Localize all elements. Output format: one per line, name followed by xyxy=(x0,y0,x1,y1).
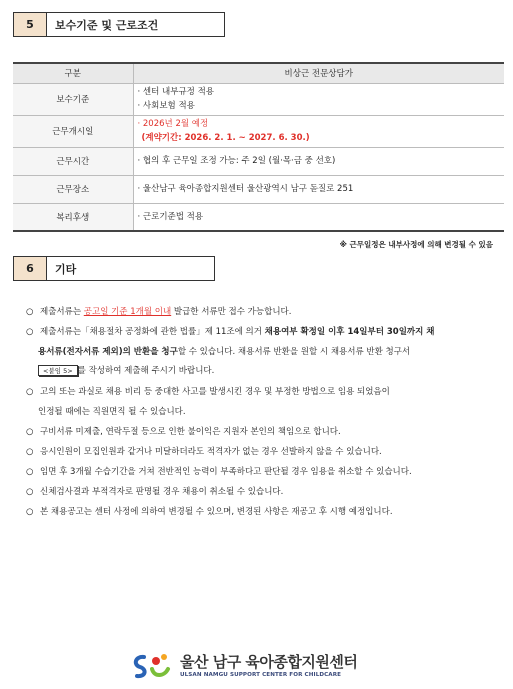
row-value-line: · 사회보험 적용 xyxy=(137,101,195,111)
circle-bullet-icon: ○ xyxy=(26,507,34,517)
row-label: 보수기준 xyxy=(13,83,133,115)
list-item: ○ 제출서류는「채용절차 공정화에 관한 법률」제 11조에 의거 채용여부 확정일 이후 14일부터 30일까지 채 xyxy=(26,327,435,337)
logo-korean-name: 울산 남구 육아종합지원센터 xyxy=(180,653,358,671)
section-5-header xyxy=(13,12,225,37)
table-header-position: 비상근 전문상담가 xyxy=(133,63,504,83)
row-value-line: (계약기간: 2026. 2. 1. ~ 2027. 6. 30.) xyxy=(141,133,310,143)
table-row xyxy=(13,147,504,175)
table-row xyxy=(13,115,504,147)
list-item: ○ 본 채용공고는 센터 사정에 의하여 변경될 수 있으며, 변경된 사항은 재공고 후 시행 예정입니다. xyxy=(26,507,393,517)
schedule-note: ※ 근무일정은 내부사정에 의해 변경될 수 있음 xyxy=(339,240,493,249)
center-logo xyxy=(130,651,357,681)
circle-bullet-icon: ○ xyxy=(26,467,34,477)
section-title: 기타 xyxy=(47,256,215,281)
row-value-line: · 2026년 2월 예정 xyxy=(137,119,209,129)
row-value-line: · 협의 후 근무일 조정 가능: 주 2일 (월·목·금 중 선호) xyxy=(137,156,336,166)
list-item-continuation: 용서류(전자서류 제외)의 반환을 청구할 수 있습니다. 채용서류 반환을 원할 시 채용서류 반환 청구서 xyxy=(38,347,411,357)
row-label: 복리후생 xyxy=(13,203,133,231)
section-number: 5 xyxy=(13,12,47,37)
list-item: ○ 임면 후 3개월 수습기간을 거쳐 전반적인 능력이 부족하다고 판단될 경우 임용을 취소할 수 있습니다. xyxy=(26,467,412,477)
row-label: 근무시간 xyxy=(13,147,133,175)
section-number: 6 xyxy=(13,256,47,281)
list-item: ○ 응시인원이 모집인원과 같거나 미달하더라도 적격자가 없는 경우 선발하지 않을 수 있습니다. xyxy=(26,447,382,457)
working-conditions-table xyxy=(13,62,504,232)
circle-bullet-icon: ○ xyxy=(26,447,34,457)
list-item: ○ 구비서류 미제출, 연락두절 등으로 인한 불이익은 지원자 본인의 책임으로 합니다. xyxy=(26,427,341,437)
table-row xyxy=(13,83,504,115)
list-item-continuation: <붙임 5> 를 작성하여 제출해 주시기 바랍니다. xyxy=(26,364,496,376)
row-value-line: · 울산남구 육아종합지원센터 울산광역시 남구 돋질로 251 xyxy=(137,184,354,194)
circle-bullet-icon: ○ xyxy=(26,327,34,337)
table-row xyxy=(13,203,504,231)
table-row xyxy=(13,175,504,203)
table-header-category: 구분 xyxy=(13,63,133,83)
attachment-tag: <붙임 5> xyxy=(38,365,78,376)
row-value-line: · 근로기준법 적용 xyxy=(137,211,204,222)
circle-bullet-icon: ○ xyxy=(26,427,34,437)
section-title: 보수기준 및 근로조건 xyxy=(47,12,225,37)
circle-bullet-icon: ○ xyxy=(26,487,34,497)
list-item: ○ 제출서류는 공고일 기준 1개월 이내 발급한 서류만 접수 가능합니다. xyxy=(26,307,292,317)
table-header-row xyxy=(13,63,504,83)
row-label: 근무장소 xyxy=(13,175,133,203)
list-item: ○ 신체검사결과 부적격자로 판명될 경우 채용이 취소될 수 있습니다. xyxy=(26,487,284,497)
list-item-continuation: 인정될 때에는 직원면직 될 수 있습니다. xyxy=(38,407,186,417)
circle-bullet-icon: ○ xyxy=(26,307,34,317)
row-value-line: · 센터 내부규정 적용 xyxy=(137,87,214,97)
circle-bullet-icon: ○ xyxy=(26,387,34,397)
row-label: 근무개시일 xyxy=(13,115,133,147)
childcare-logo-icon xyxy=(130,651,176,681)
section-6-header xyxy=(13,256,215,281)
logo-english-name: ULSAN NAMGU SUPPORT CENTER FOR CHILDCARE xyxy=(180,672,342,678)
list-item: ○ 고의 또는 과실로 채용 비리 등 중대한 사고를 발생시킨 경우 및 부정한 방법으로 임용 되었음이 xyxy=(26,387,390,397)
